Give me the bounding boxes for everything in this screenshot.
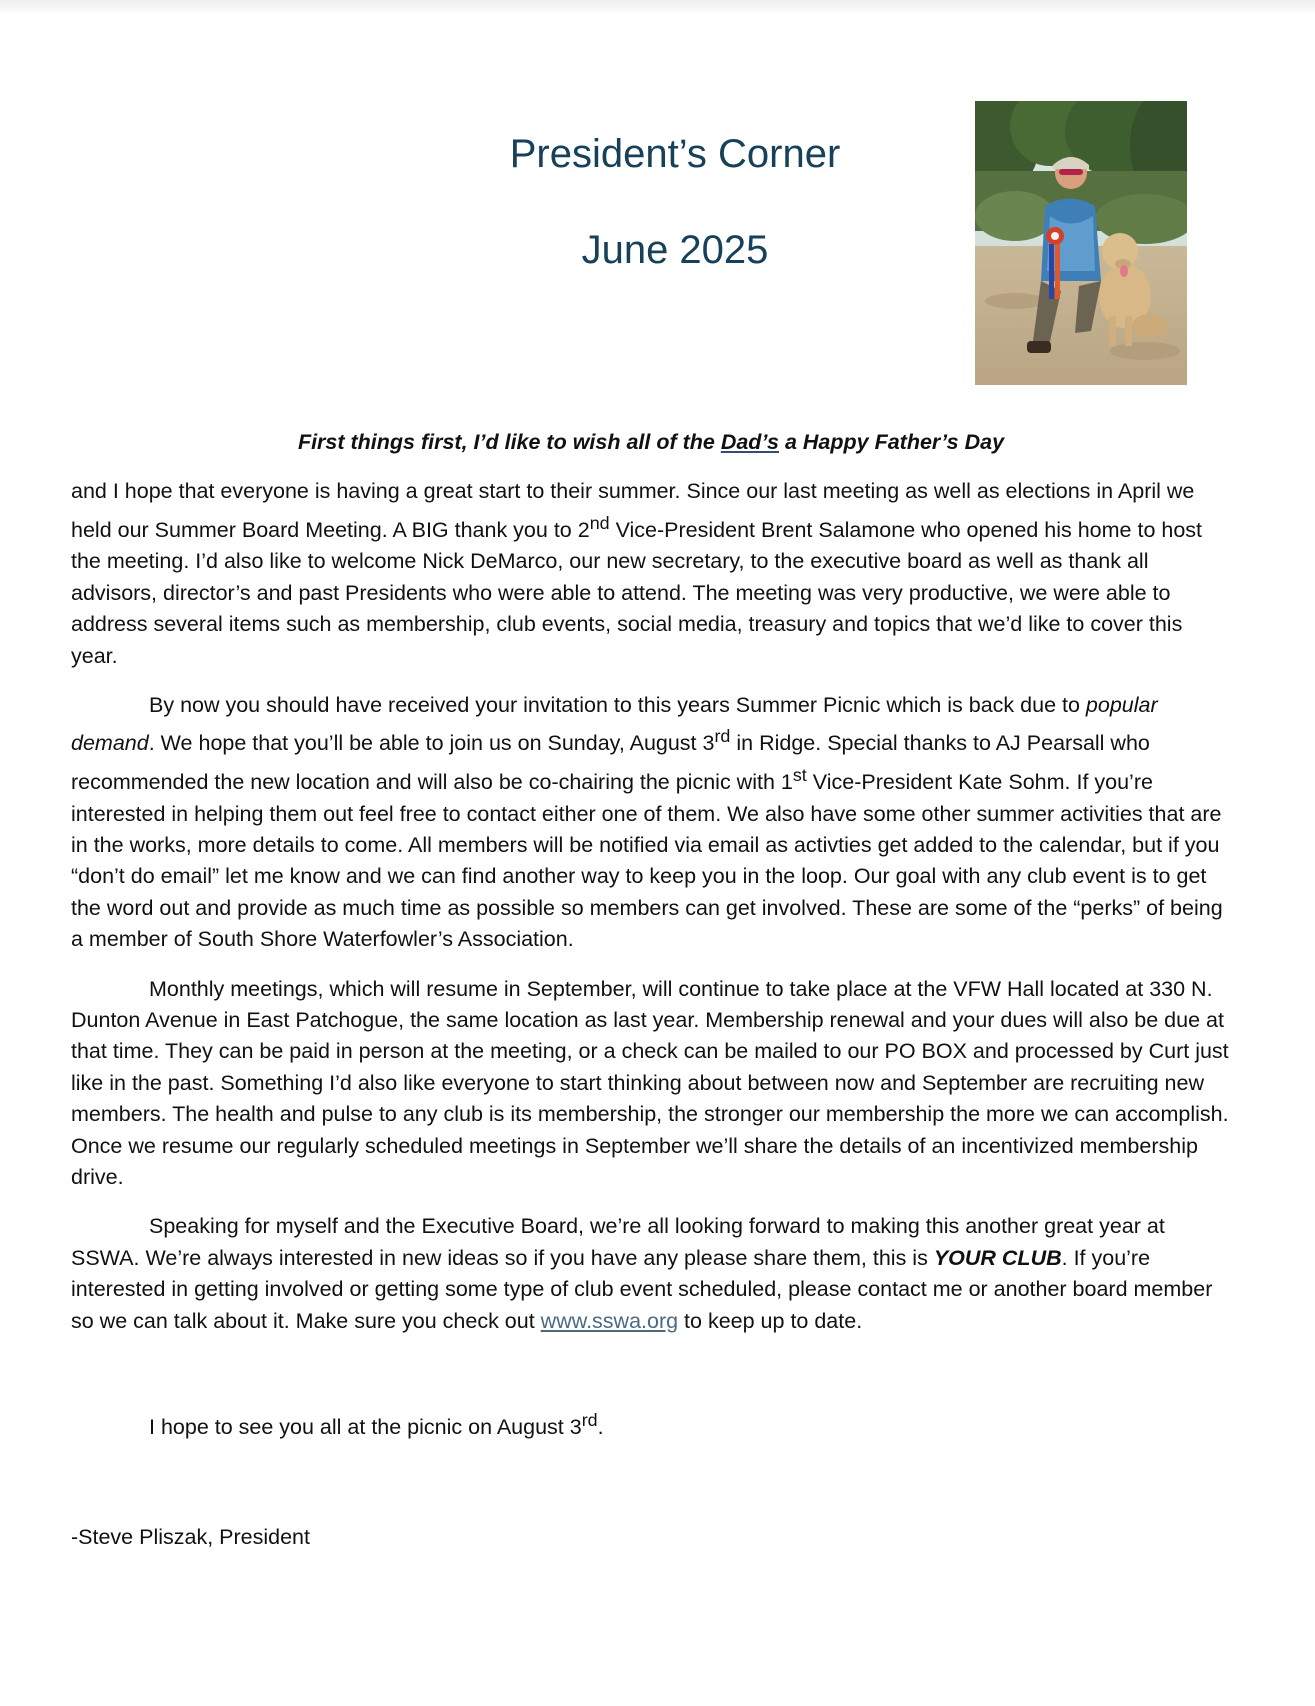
sswa-website-link[interactable]: www.sswa.org [540, 1308, 679, 1333]
president-photo [975, 101, 1187, 385]
letter-body [71, 427, 1231, 1571]
page-date: June 2025 [581, 228, 769, 272]
top-edge-shadow [0, 0, 1315, 14]
greeting-underlined-word: Dad’s [720, 430, 779, 454]
paragraph-summer-picnic: By now you should have received your invitation to this years Summer Picnic which is back due to popular demand. We hope that you’ll be able to join us on Sunday, August 3rd in Ridge. Special thanks to AJ Pearsall who recommended the new location and will also be co-chairing the picnic with 1st Vice-President Kate Sohm. If you’re interested in helping them out feel free to contact either one of them. We also have some other summer activities that are in the works, more details to come. All members will be notified via email as activties get added to the calendar, but if you “don’t do email” let me know and we can find another way to keep you in the loop. Our goal with any club event is to get the word out and provide as much time as possible so members can get involved. These are some of the “perks” of being a member of South Shore Waterfowler’s Association. [71, 693, 1223, 952]
paragraph-board-meeting: and I hope that everyone is having a great start to their summer. Since our last meeting as well as elections in April we held our Summer Board Meeting. A BIG thank you to 2nd Vice-President Brent Salamone who opened his home to host the meeting. I’d also like to welcome Nick DeMarco, our new secretary, to the executive board as well as thank all advisors, director’s and past Presidents who were able to attend. The meeting was very productive, we were able to address several items such as membership, club events, social media, treasury and topics that we’d like to cover this year. [71, 479, 1203, 668]
signature: -Steve Pliszak, President [71, 1524, 310, 1549]
greeting-text-start: First things first, I’d like to wish all of the [297, 430, 721, 454]
closing-line: I hope to see you all at the picnic on August 3rd. [149, 1410, 604, 1440]
fathers-day-greeting [71, 427, 1231, 458]
greeting-text-end: a Happy Father’s Day [779, 430, 1005, 454]
paragraph-monthly-meetings: Monthly meetings, which will resume in September, will continue to take place at the VFW Hall located at 330 N. Dunton Avenue in East Patchogue, the same location as last year. Membership renewal and your dues will also be due at that time. They can be paid in person at the meeting, or a check can be mailed to our PO BOX and processed by Curt just like in the past. Something I’d also like everyone to start thinking about between now and September are recruiting new members. The health and pulse to any club is its membership, the stronger our membership the more we can accomplish. Once we resume our regularly scheduled meetings in September we’ll share the details of an incentivized membership drive. [71, 976, 1229, 1189]
photo-man-with-dog-icon [975, 101, 1187, 385]
page-title: President’s Corner [509, 132, 841, 176]
paragraph-executive-board: Speaking for myself and the Executive Board, we’re all looking forward to making this another great year at SSWA. We’re always interested in new ideas so if you have any please share them, this is YOUR CLUB. If you’re interested in getting involved or getting some type of club event scheduled, please contact me or another board member so we can talk about it. Make sure you check out www.sswa.org to keep up to date. [71, 1214, 1213, 1333]
